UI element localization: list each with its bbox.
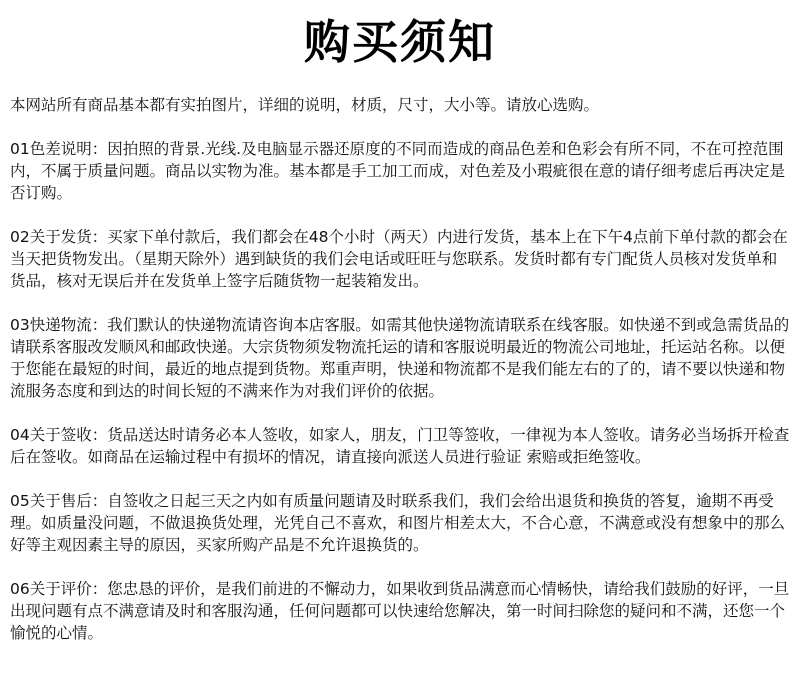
section-shipping: 02关于发货：买家下单付款后，我们都会在48个小时（两天）内进行发货，基本上在下午4点前下单付款的都会在当天把货物发出。（星期天除外）遇到缺货的我们会电话或旺旺与您联系。发货时都有专门配货人员核对发货单和货品，核对无误后并在发货单上签字后随货物一起装箱发出。 — [10, 228, 788, 290]
section-reviews: 06关于评价：您忠恳的评价，是我们前进的不懈动力，如果收到货品满意而心情畅快，请给我们鼓励的好评，一旦出现问题有点不满意请及时和客服沟通，任何问题都可以快速给您解决，第一时间扫除您的疑问和不满，还您一个愉悦的心情。 — [10, 580, 790, 642]
page-title: 购买须知 — [304, 15, 496, 69]
section-color-difference: 01色差说明：因拍照的背景.光线.及电脑显示器还原度的不同而造成的商品色差和色彩会有所不同，不在可控范围内，不属于质量问题。商品以实物为准。基本都是手工加工而成，对色差及小瑕疵很在意的请仔细考虑后再决定是否订购。 — [10, 140, 786, 202]
section-after-sales: 05关于售后：自签收之日起三天之内如有质量问题请及时联系我们，我们会给出退货和换货的答复，逾期不再受理。如质量没问题，不做退换货处理，光凭自己不喜欢，和图片相差太大，不合心意，不满意或没有想象中的那么好等主观因素主导的原因，买家所购产品是不允许退换货的。 — [10, 492, 786, 554]
notice-page — [0, 12, 800, 684]
section-delivery-signing: 04关于签收：货品送达时请务必本人签收，如家人，朋友，门卫等签收，一律视为本人签收。请务必当场拆开检查后在签收。如商品在运输过程中有损坏的情况，请直接向派送人员进行验证 索赔或拒绝签收。 — [10, 426, 790, 466]
intro-paragraph: 本网站所有商品基本都有实拍图片，详细的说明，材质，尺寸，大小等。请放心选购。 — [10, 96, 600, 114]
section-logistics: 03快递物流：我们默认的快递物流请咨询本店客服。如需其他快递物流请联系在线客服。如快递不到或急需货品的请联系客服改发顺风和邮政快递。大宗货物须发物流托运的请和客服说明最近的物流公司地址，托运站名称。以便于您能在最短的时间，最近的地点提到货物。郑重声明，快递和物流都不是我们能左右的了的，请不要以快递和物流服务态度和到达的时间长短的不满来作为对我们评价的依据。 — [10, 316, 790, 400]
